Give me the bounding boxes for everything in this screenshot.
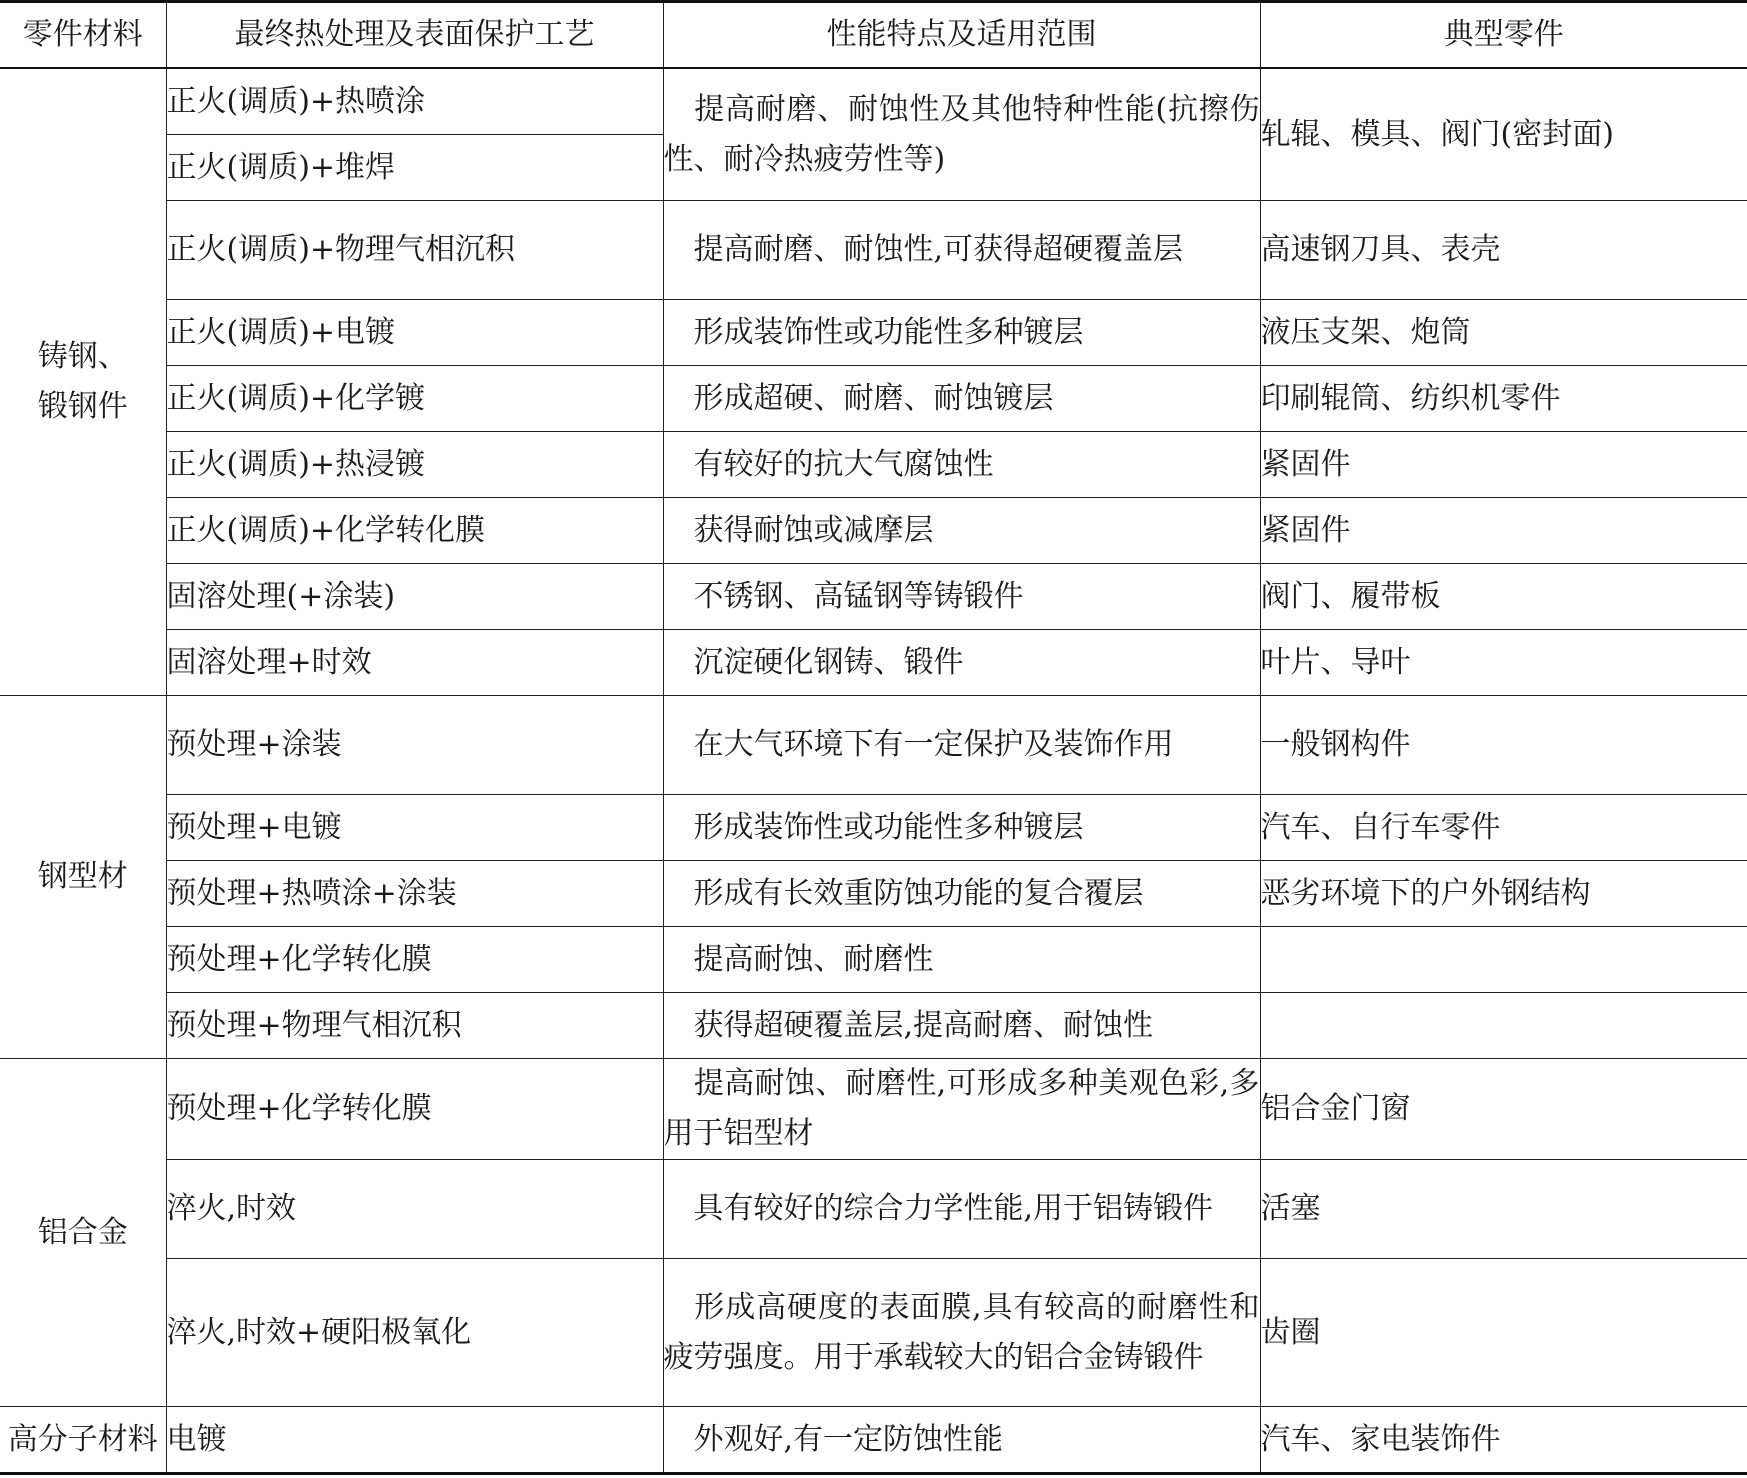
performance-cell: 获得超硬覆盖层,提高耐磨、耐蚀性 [663, 993, 1260, 1059]
parts-cell: 齿圈 [1260, 1259, 1747, 1407]
table-header-row [0, 2, 1747, 69]
parts-cell: 印刷辊筒、纺织机零件 [1260, 366, 1747, 432]
table-row [0, 861, 1747, 927]
table-row [0, 1059, 1747, 1160]
process-cell: 正火(调质)+热喷涂 [166, 68, 663, 135]
performance-cell: 形成高硬度的表面膜,具有较高的耐磨性和疲劳强度。用于承载较大的铝合金铸锻件 [663, 1259, 1260, 1407]
process-cell: 预处理+化学转化膜 [166, 1059, 663, 1160]
process-cell: 正火(调质)+热浸镀 [166, 432, 663, 498]
process-cell: 正火(调质)+化学镀 [166, 366, 663, 432]
parts-cell: 紧固件 [1260, 498, 1747, 564]
performance-cell: 具有较好的综合力学性能,用于铝铸锻件 [663, 1160, 1260, 1259]
performance-cell: 提高耐蚀、耐磨性,可形成多种美观色彩,多用于铝型材 [663, 1059, 1260, 1160]
process-cell: 预处理+化学转化膜 [166, 927, 663, 993]
parts-cell: 液压支架、炮筒 [1260, 300, 1747, 366]
performance-cell: 形成装饰性或功能性多种镀层 [663, 300, 1260, 366]
header-parts: 典型零件 [1260, 2, 1747, 69]
parts-cell: 紧固件 [1260, 432, 1747, 498]
parts-cell: 汽车、自行车零件 [1260, 795, 1747, 861]
performance-cell: 提高耐磨、耐蚀性及其他特种性能(抗擦伤性、耐冷热疲劳性等) [663, 68, 1260, 201]
process-cell: 淬火,时效 [166, 1160, 663, 1259]
table-row [0, 201, 1747, 300]
parts-cell: 铝合金门窗 [1260, 1059, 1747, 1160]
process-cell: 固溶处理+时效 [166, 630, 663, 696]
parts-cell: 一般钢构件 [1260, 696, 1747, 795]
table-row [0, 366, 1747, 432]
performance-cell: 有较好的抗大气腐蚀性 [663, 432, 1260, 498]
parts-cell: 活塞 [1260, 1160, 1747, 1259]
performance-cell: 获得耐蚀或减摩层 [663, 498, 1260, 564]
performance-cell: 形成装饰性或功能性多种镀层 [663, 795, 1260, 861]
table-row [0, 630, 1747, 696]
table-row [0, 993, 1747, 1059]
performance-cell: 形成有长效重防蚀功能的复合覆层 [663, 861, 1260, 927]
parts-cell: 高速钢刀具、表壳 [1260, 201, 1747, 300]
parts-cell: 叶片、导叶 [1260, 630, 1747, 696]
parts-cell [1260, 927, 1747, 993]
parts-cell: 汽车、家电装饰件 [1260, 1407, 1747, 1474]
table-row [0, 300, 1747, 366]
parts-cell: 阀门、履带板 [1260, 564, 1747, 630]
process-cell: 预处理+电镀 [166, 795, 663, 861]
process-cell: 电镀 [166, 1407, 663, 1474]
process-cell: 正火(调质)+化学转化膜 [166, 498, 663, 564]
header-process: 最终热处理及表面保护工艺 [166, 2, 663, 69]
performance-cell: 沉淀硬化钢铸、锻件 [663, 630, 1260, 696]
performance-cell: 不锈钢、高锰钢等铸锻件 [663, 564, 1260, 630]
process-cell: 正火(调质)+堆焊 [166, 135, 663, 201]
table-row [0, 498, 1747, 564]
table-row [0, 795, 1747, 861]
process-cell: 预处理+涂装 [166, 696, 663, 795]
table-row [0, 1259, 1747, 1407]
process-cell: 固溶处理(+涂装) [166, 564, 663, 630]
material-cell: 铝合金 [0, 1059, 166, 1407]
table-row [0, 927, 1747, 993]
performance-cell: 在大气环境下有一定保护及装饰作用 [663, 696, 1260, 795]
performance-cell: 提高耐蚀、耐磨性 [663, 927, 1260, 993]
process-cell: 淬火,时效+硬阳极氧化 [166, 1259, 663, 1407]
performance-cell: 提高耐磨、耐蚀性,可获得超硬覆盖层 [663, 201, 1260, 300]
material-cell: 钢型材 [0, 696, 166, 1059]
process-cell: 正火(调质)+电镀 [166, 300, 663, 366]
table-row [0, 1160, 1747, 1259]
parts-cell: 轧辊、模具、阀门(密封面) [1260, 68, 1747, 201]
material-cell: 高分子材料 [0, 1407, 166, 1474]
performance-cell: 外观好,有一定防蚀性能 [663, 1407, 1260, 1474]
material-cell: 铸钢、 锻钢件 [0, 68, 166, 696]
parts-cell: 恶劣环境下的户外钢结构 [1260, 861, 1747, 927]
table-row [0, 1407, 1747, 1474]
header-performance: 性能特点及适用范围 [663, 2, 1260, 69]
process-cell: 预处理+热喷涂+涂装 [166, 861, 663, 927]
process-cell: 预处理+物理气相沉积 [166, 993, 663, 1059]
table-row [0, 432, 1747, 498]
table-row [0, 564, 1747, 630]
table-row [0, 696, 1747, 795]
header-material: 零件材料 [0, 2, 166, 69]
process-cell: 正火(调质)+物理气相沉积 [166, 201, 663, 300]
table-row [0, 68, 1747, 135]
parts-cell [1260, 993, 1747, 1059]
performance-cell: 形成超硬、耐磨、耐蚀镀层 [663, 366, 1260, 432]
